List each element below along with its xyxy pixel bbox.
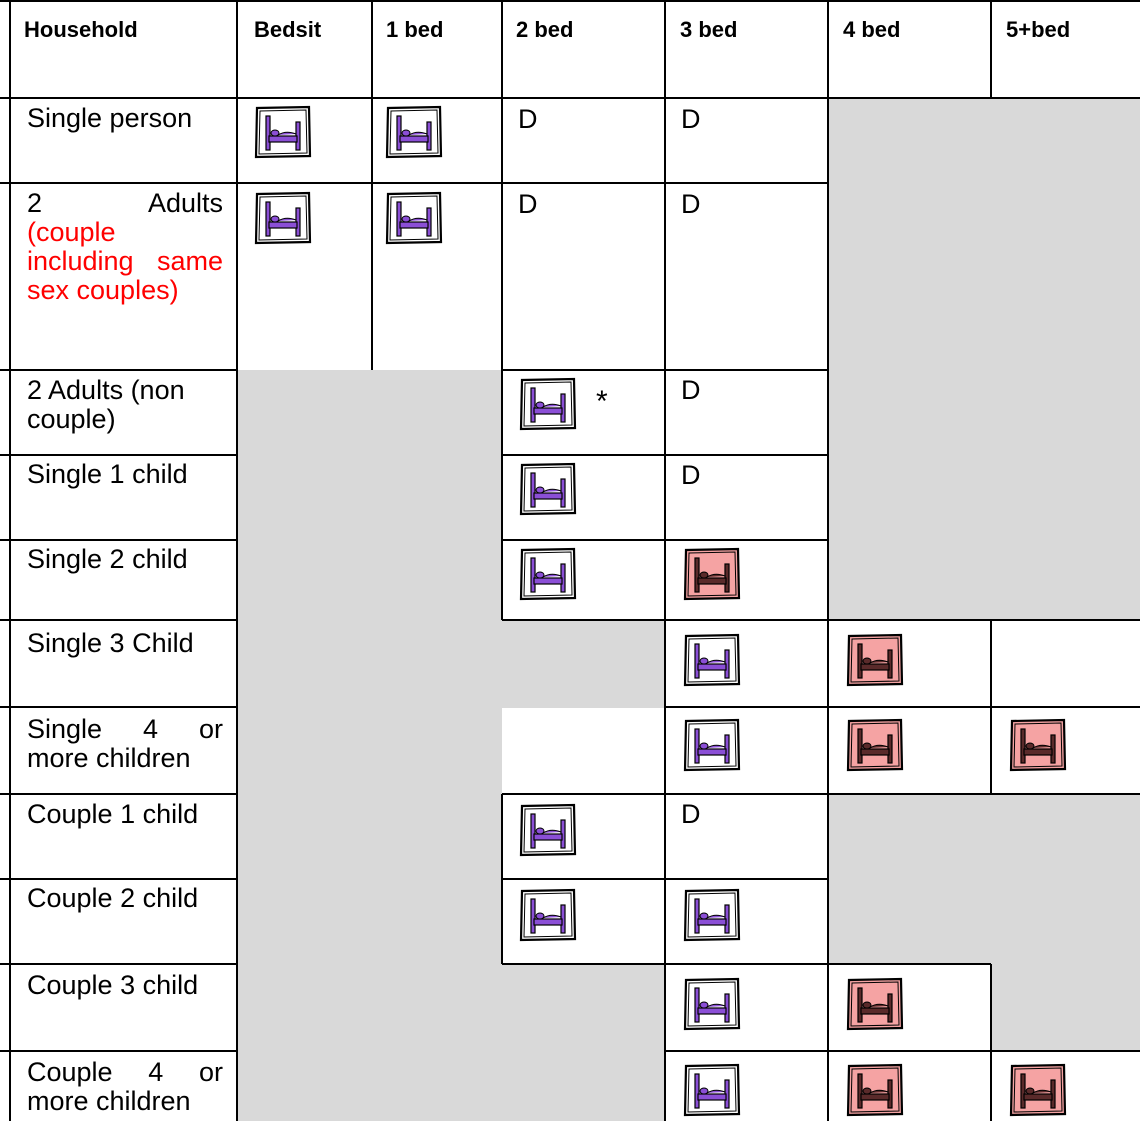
row-label-text: Single 4 or more children <box>27 714 223 773</box>
discretion-mark: D <box>518 104 538 134</box>
discretion-mark: D <box>681 460 701 490</box>
bed-icon <box>682 717 742 773</box>
row-label-text: Single 1 child <box>27 459 188 489</box>
row-label-text: Couple 2 child <box>27 883 199 913</box>
row-label-text <box>27 189 223 218</box>
header-5-plus-bed: 5+bed <box>1006 17 1071 42</box>
header-1-bed: 1 bed <box>386 17 444 42</box>
bed-icon-pink <box>682 546 742 602</box>
bed-icon <box>682 976 742 1032</box>
row-label <box>27 376 223 434</box>
row-label-text: Couple 1 child <box>27 799 199 829</box>
row-label-line <box>27 189 223 218</box>
row-label <box>27 971 223 1000</box>
row-label <box>27 460 223 489</box>
unavailable-area <box>991 964 1140 1052</box>
bed-icon <box>384 190 444 246</box>
unavailable-area <box>502 620 665 708</box>
header-3-bed: 3 bed <box>680 17 738 42</box>
bed-icon-pink <box>845 632 905 688</box>
bed-icon <box>518 802 578 858</box>
unavailable-area <box>828 794 1140 964</box>
bed-icon <box>682 632 742 688</box>
bed-icon <box>518 546 578 602</box>
row-label-word: Adults <box>147 188 223 218</box>
row-label <box>27 629 223 658</box>
row-label <box>27 800 223 829</box>
row-label-text: Couple 4 or more children <box>27 1057 223 1116</box>
bed-icon-pink <box>1008 717 1068 773</box>
bed-icon <box>384 104 444 160</box>
header-4-bed: 4 bed <box>843 17 901 42</box>
row-label-text: Couple 3 child <box>27 970 199 1000</box>
row-label <box>27 884 223 913</box>
bed-icon <box>253 104 313 160</box>
discretion-mark: D <box>681 104 701 134</box>
row-label-text: 2 Adults (non couple) <box>27 375 185 434</box>
unavailable-area <box>828 98 1140 620</box>
discretion-mark: D <box>681 799 701 829</box>
row-label <box>27 1058 223 1116</box>
discretion-mark: D <box>681 375 701 405</box>
row-label-note: (couple including same sex couples) <box>27 217 223 305</box>
unavailable-area <box>237 370 502 1121</box>
bed-icon <box>682 887 742 943</box>
row-label <box>27 189 223 305</box>
row-label <box>27 715 223 773</box>
row-label-text: Single 2 child <box>27 544 188 574</box>
row-label <box>27 104 223 133</box>
bed-icon-pink <box>845 1062 905 1118</box>
row-label <box>27 545 223 574</box>
header-2-bed: 2 bed <box>516 17 574 42</box>
discretion-mark: D <box>681 189 701 219</box>
row-label-text: Single person <box>27 103 193 133</box>
unavailable-area <box>502 964 665 1121</box>
bed-icon <box>682 1062 742 1118</box>
bed-icon <box>518 887 578 943</box>
row-label-text: Single 3 Child <box>27 628 194 658</box>
bed-icon <box>518 461 578 517</box>
header-household: Household <box>24 17 138 42</box>
header-bedsit: Bedsit <box>254 17 322 42</box>
row-label-word: 2 <box>27 188 43 218</box>
bed-icon-pink <box>845 717 905 773</box>
discretion-mark: D <box>518 189 538 219</box>
bed-icon <box>518 376 578 432</box>
asterisk-mark: * <box>596 385 608 418</box>
bed-icon-pink <box>1008 1062 1068 1118</box>
bed-icon <box>253 190 313 246</box>
bed-icon-pink <box>845 976 905 1032</box>
